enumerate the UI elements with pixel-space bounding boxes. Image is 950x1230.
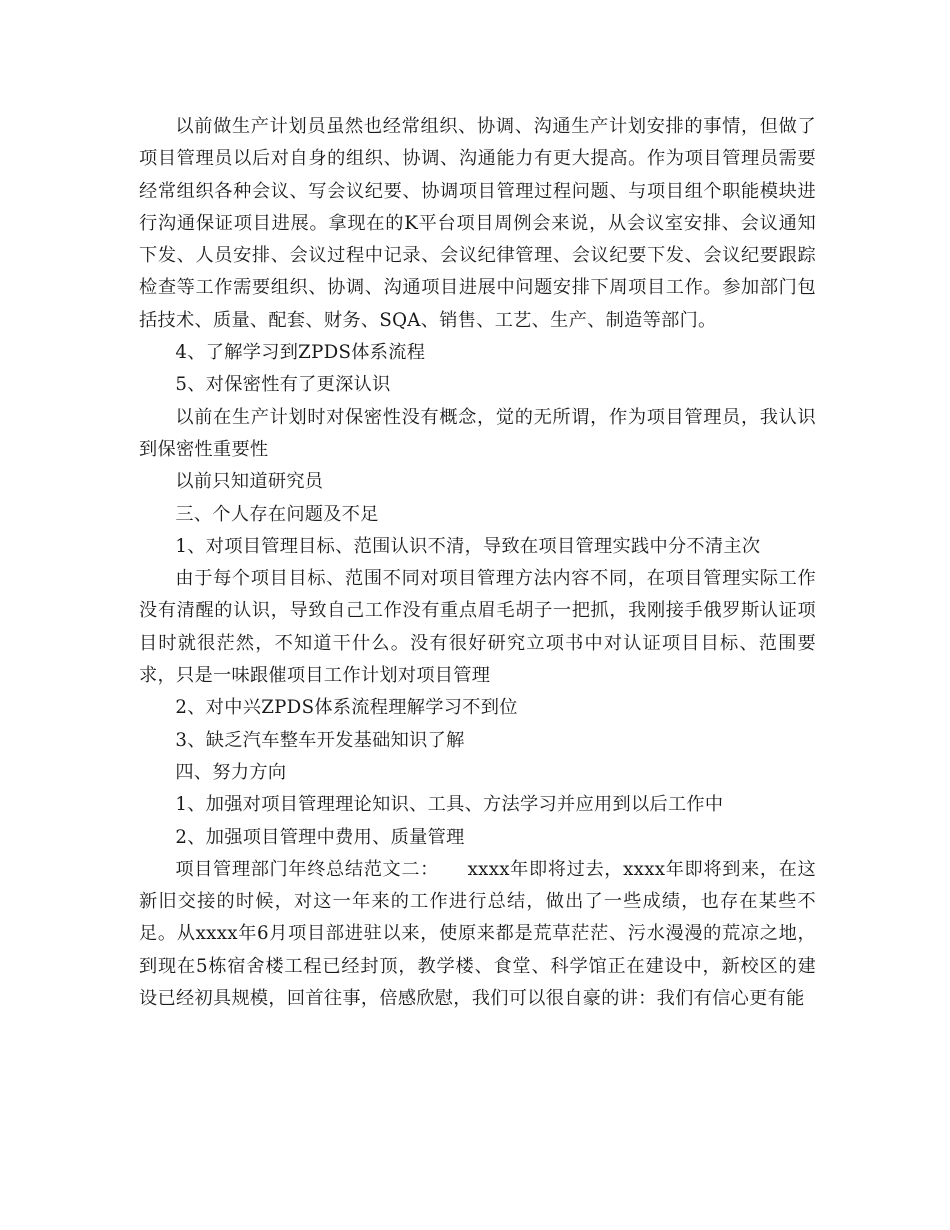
section-heading-4: 四、努力方向 [175,761,287,783]
paragraph-5: 以前只知道研究员 [175,471,324,493]
paragraph-10: 3、缺乏汽车整车开发基础知识了解 [175,729,465,751]
document-body [139,111,816,1015]
paragraph-3: 5、对保密性有了更深认识 [175,374,391,396]
paragraph-1: 以前做生产计划员虽然也经常组织、协调、沟通生产计划安排的事情，但做了项目管理员以后对自身的组织、协调、沟通能力有更大提高。作为项目管理员需要经常组织各种会议、写会议纪要、协调项目管理过程问题、与项目组个职能模块进行沟通保证项目进展。拿现在的K平台项目周例会来说，从会议室安排、会议通知下发、人员安排、会议过程中记录、会议纪律管理、会议纪要下发、会议纪要跟踪检查等工作需要组织、协调、沟通项目进展中问题安排下周项目工作。参加部门包括技术、质量、配套、财务、SQA、销售、工艺、生产、制造等部门。 [139,116,816,331]
paragraph-7: 1、对项目管理目标、范围认识不清，导致在项目管理实践中分不清主次 [175,535,761,557]
paragraph-4: 以前在生产计划时对保密性没有概念，觉的无所谓，作为项目管理员，我认识到保密性重要性 [139,406,816,460]
paragraph-13: 2、加强项目管理中费用、质量管理 [175,826,465,848]
paragraph-8: 由于每个项目目标、范围不同对项目管理方法内容不同，在项目管理实际工作没有清醒的认识，导致自己工作没有重点眉毛胡子一把抓，我刚接手俄罗斯认证项目时就很茫然，不知道干什么。没有很好研究立项书中对认证项目目标、范围要求，只是一味跟催项目工作计划对项目管理 [139,568,816,687]
paragraph-12: 1、加强对项目管理理论知识、工具、方法学习并应用到以后工作中 [175,794,724,816]
section-heading-3: 三、个人存在问题及不足 [175,503,379,525]
paragraph-14: 项目管理部门年终总结范文二： xxxx年即将过去，xxxx年即将到来，在这新旧交接的时候，对这一年来的工作进行总结，做出了一些成绩，也存在某些不足。从xxxx年6月项目部进驻以来，使原来都是荒草茫茫、污水漫漫的荒凉之地，到现在5栋宿舍楼工程已经封顶，教学楼、食堂、科学馆正在建设中，新校区的建设已经初具规模，回首往事，倍感欣慰，我们可以很自豪的讲：我们有信心更有能 [139,858,816,1010]
paragraph-9: 2、对中兴ZPDS体系流程理解学习不到位 [175,697,518,719]
paragraph-2: 4、了解学习到ZPDS体系流程 [175,342,426,364]
